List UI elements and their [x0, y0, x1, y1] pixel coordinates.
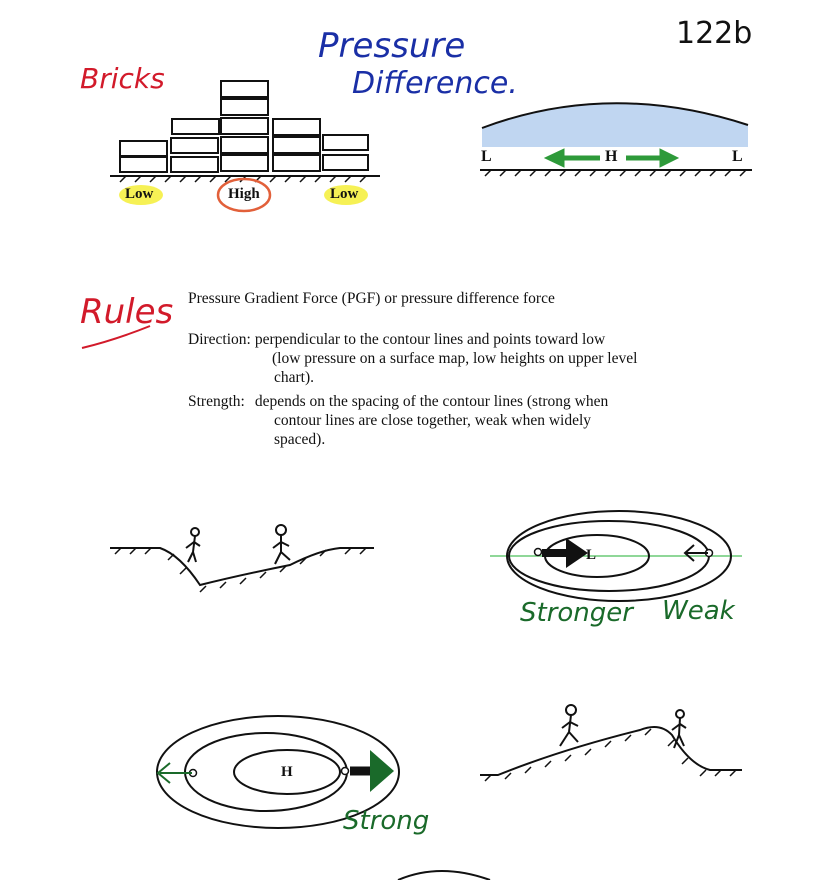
- direction-label: Direction:: [188, 331, 251, 348]
- walker-icon: [186, 528, 200, 562]
- high-middle-contour: [185, 733, 347, 811]
- valley-ground: [110, 548, 374, 585]
- page-number: 122b: [676, 16, 753, 51]
- pressure-difference-title-line2: Difference.: [352, 66, 518, 101]
- high-right-point: [342, 768, 349, 775]
- mound-low-label-right: L: [732, 148, 743, 165]
- rules-heading: Pressure Gradient Force (PGF) or pressure difference force: [188, 290, 555, 307]
- walker-icon: [672, 710, 686, 748]
- strength-text-1: depends on the spacing of the contour lines (strong when: [254, 393, 609, 410]
- brick-low-label-right: Low: [330, 186, 359, 202]
- hill-ground: [480, 727, 742, 775]
- walker-icon: [560, 705, 578, 746]
- mound-high-label: H: [605, 148, 618, 165]
- low-left-point: [535, 549, 542, 556]
- weak-arrow-icon: [685, 545, 708, 561]
- mound-low-label-left: L: [481, 148, 492, 165]
- mound-ground: [480, 170, 752, 176]
- direction-text-1: perpendicular to the contour lines and points toward low: [254, 331, 606, 348]
- valley-hatch: [115, 548, 366, 592]
- rules-title: Rules: [80, 292, 174, 332]
- brick-high-label: High: [228, 186, 260, 202]
- strength-label: Strength:: [188, 393, 245, 410]
- weak-annotation: Weak: [662, 596, 735, 626]
- walker-icon: [273, 525, 290, 564]
- strong-arrow-icon: [350, 750, 394, 792]
- direction-text-2: (low pressure on a surface map, low heights on upper level: [272, 350, 638, 367]
- stronger-annotation: Stronger: [520, 598, 633, 628]
- high-center-label: H: [281, 764, 293, 780]
- air-mound: [482, 103, 748, 147]
- low-center-label: L: [586, 547, 597, 563]
- strength-rule: [188, 392, 748, 449]
- pressure-difference-title: Pressure: [318, 26, 466, 66]
- partial-ellipse-bottom: [398, 871, 490, 880]
- brick-low-label-left: Low: [125, 186, 154, 202]
- strength-text-2: contour lines are close together, weak when widely: [274, 412, 592, 429]
- direction-text-3: chart).: [274, 369, 315, 386]
- strong-annotation: Strong: [343, 806, 430, 836]
- strength-text-3: spaced).: [274, 431, 326, 448]
- bricks-title: Bricks: [80, 62, 165, 95]
- direction-rule: [188, 330, 748, 387]
